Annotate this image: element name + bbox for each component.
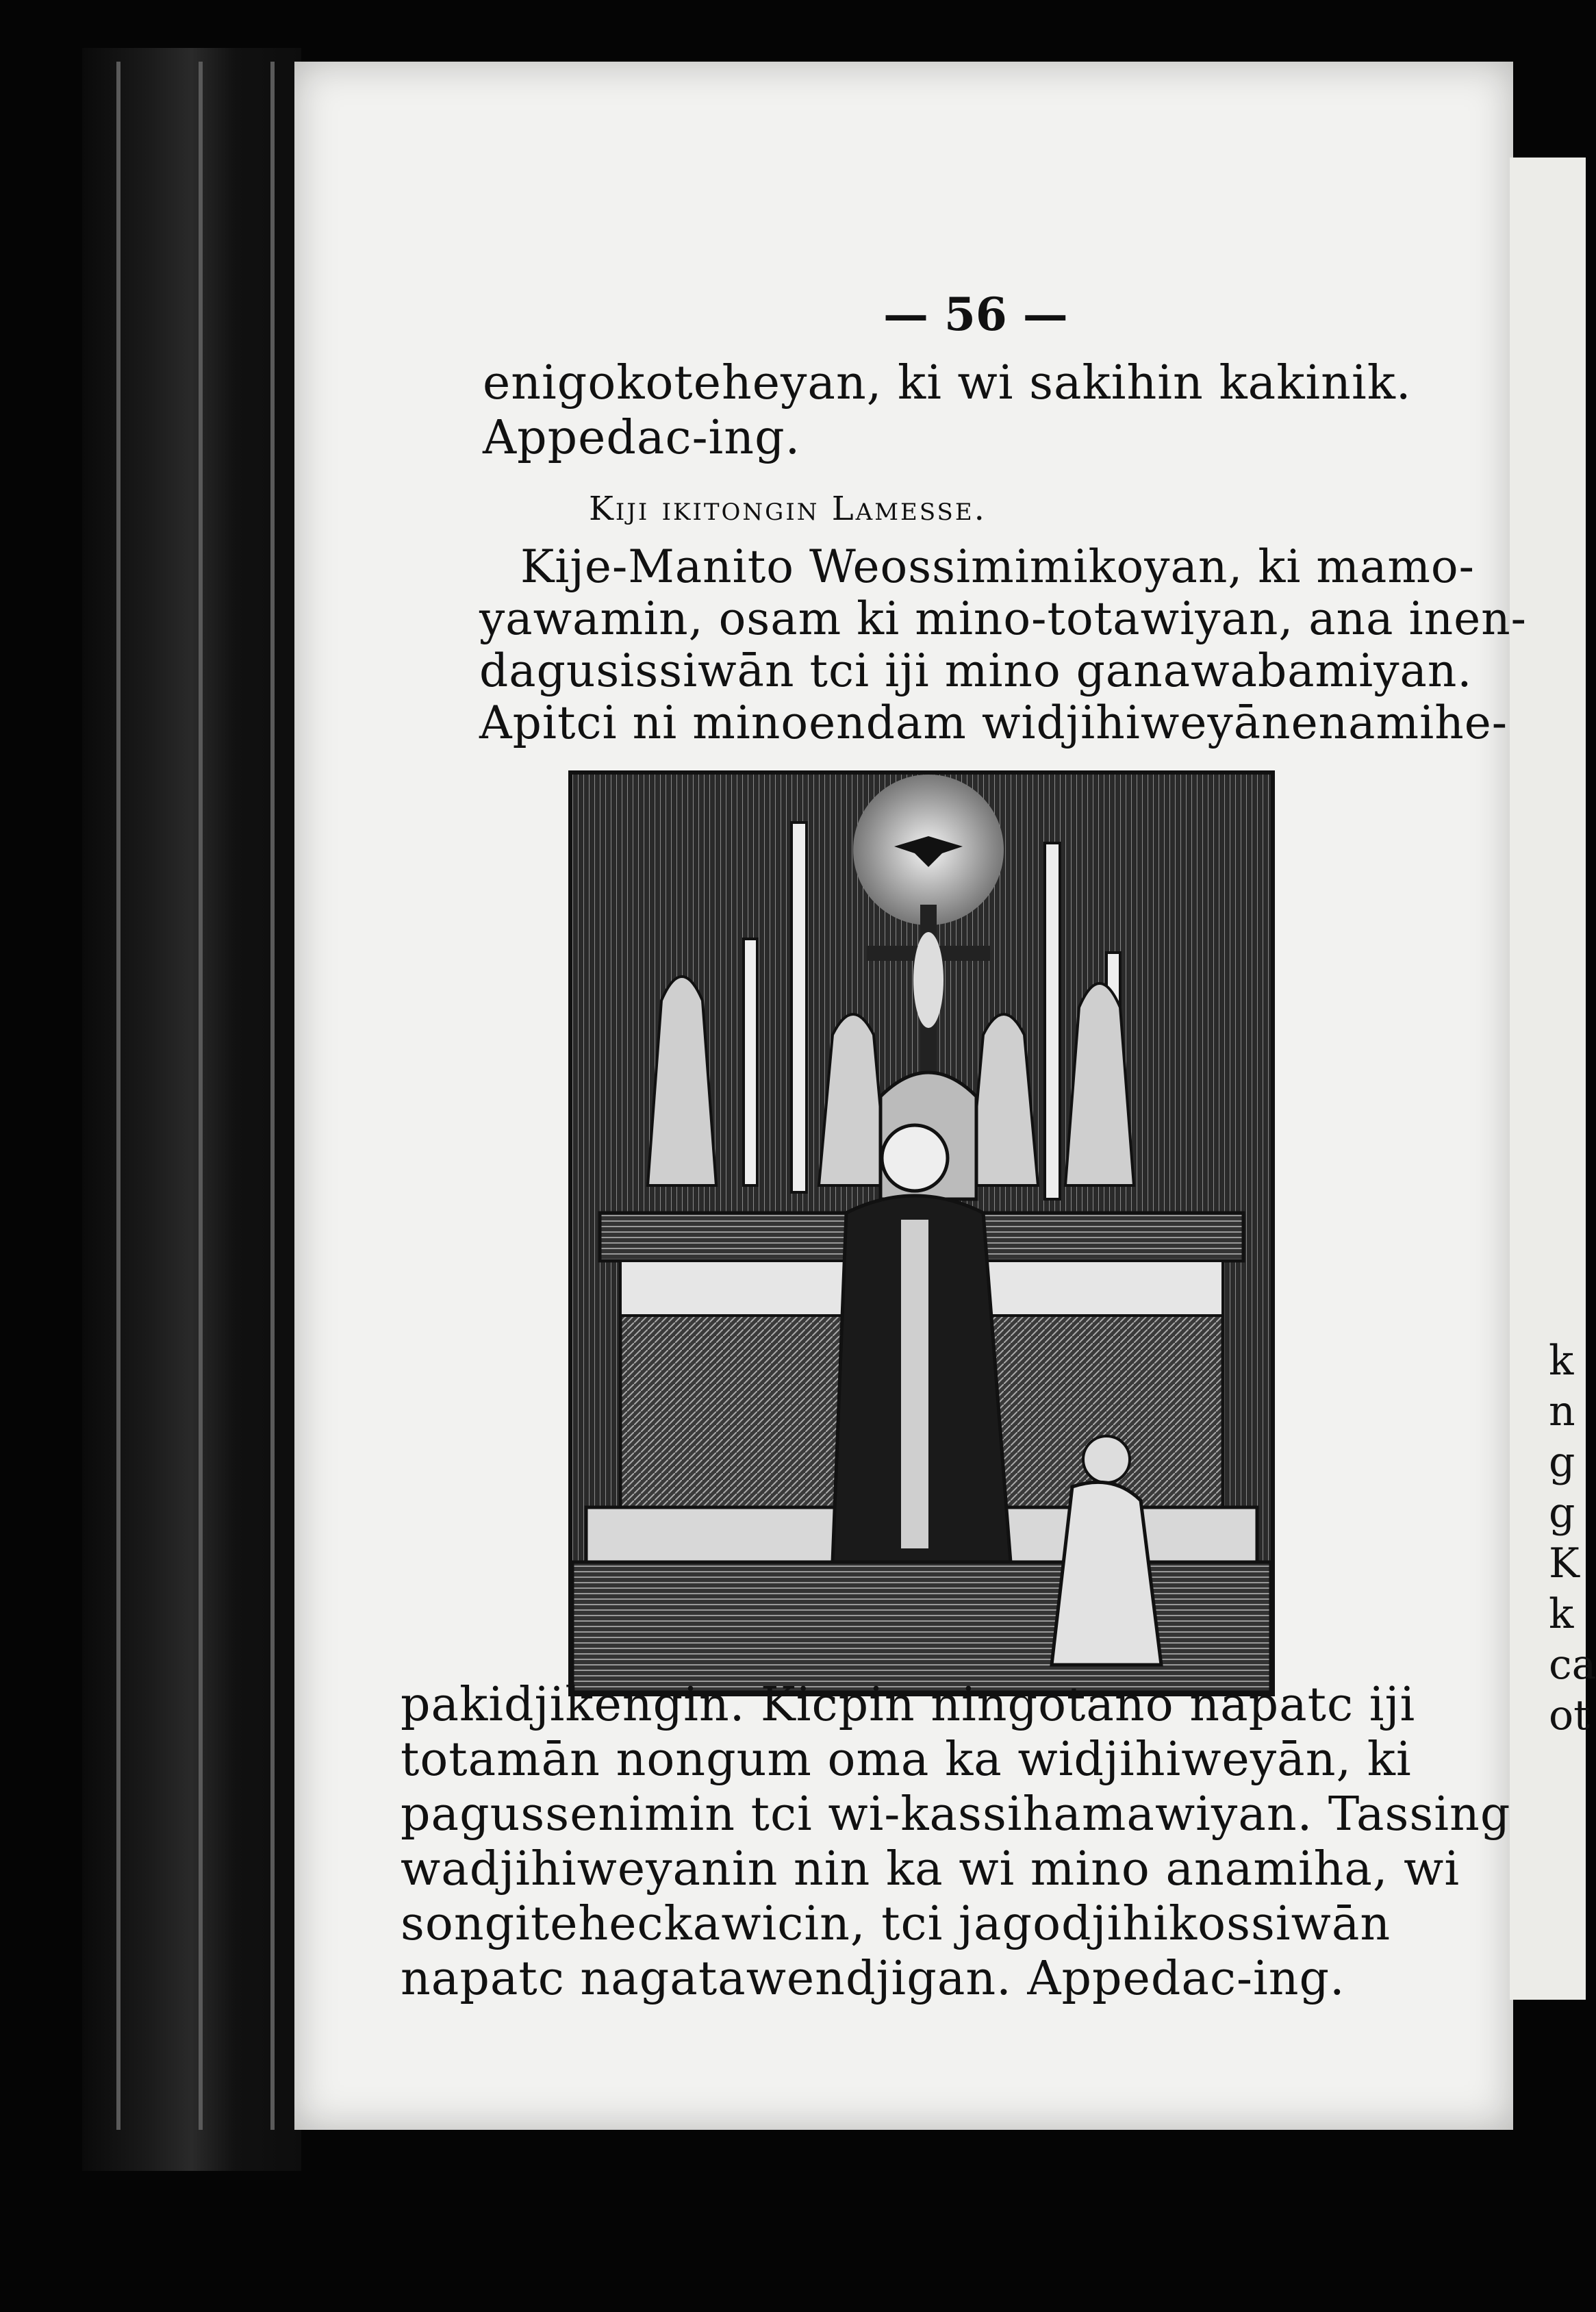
book-spine	[82, 48, 301, 2171]
text-line: Apitci ni minoendam widjihiweyānenamihe-	[479, 696, 1508, 749]
next-page-text	[1549, 1335, 1596, 1741]
next-page-fragment: k	[1549, 1337, 1574, 1385]
text-line: Kije-Manito Weossimimikoyan, ki mamo-	[520, 540, 1475, 593]
next-page-fragment: K	[1549, 1540, 1580, 1587]
text-line: totamān nongum oma ka widjihiweyān, ki	[401, 1733, 1412, 1787]
section-heading: Kiji ikitongin Lamesse.	[589, 490, 987, 528]
altar-engraving-image	[572, 775, 1271, 1692]
next-page-fragment: g	[1549, 1438, 1575, 1486]
text-line: yawamin, osam ki mino-totawiyan, ana inen-	[479, 592, 1527, 645]
text-line: dagusissiwān tci iji mino ganawabamiyan.	[479, 644, 1473, 697]
next-page-fragment: ca	[1549, 1641, 1596, 1689]
text-line: enigokoteheyan, ki wi sakihin kakinik.	[483, 356, 1412, 410]
next-page-fragment: g	[1549, 1489, 1575, 1537]
page-number: — 56 —	[883, 288, 1068, 341]
text-line: napatc nagatawendjigan. Appedac-ing.	[401, 1952, 1345, 2006]
text-line: pakidjikengin. Kicpin ningotano napatc iji	[401, 1678, 1416, 1732]
prayer-paragraph	[479, 541, 1527, 749]
next-page-fragment: k	[1549, 1590, 1574, 1638]
top-paragraph	[483, 356, 1412, 466]
text-line: Appedac-ing.	[483, 411, 801, 465]
text-line: songiteheckawicin, tci jagodjihikossiwān	[401, 1897, 1391, 1951]
binding-line	[270, 62, 275, 2130]
binding-line	[199, 62, 203, 2130]
bottom-paragraph	[401, 1678, 1510, 2007]
text-line: wadjihiweyanin nin ka wi mino anamiha, wi	[401, 1842, 1460, 1896]
next-page-fragment: n	[1549, 1387, 1575, 1435]
binding-line	[116, 62, 121, 2130]
text-line: pagussenimin tci wi-kassihamawiyan. Tassing	[401, 1787, 1511, 1842]
next-page-fragment: ot	[1549, 1692, 1591, 1739]
altar-engraving	[568, 770, 1275, 1696]
